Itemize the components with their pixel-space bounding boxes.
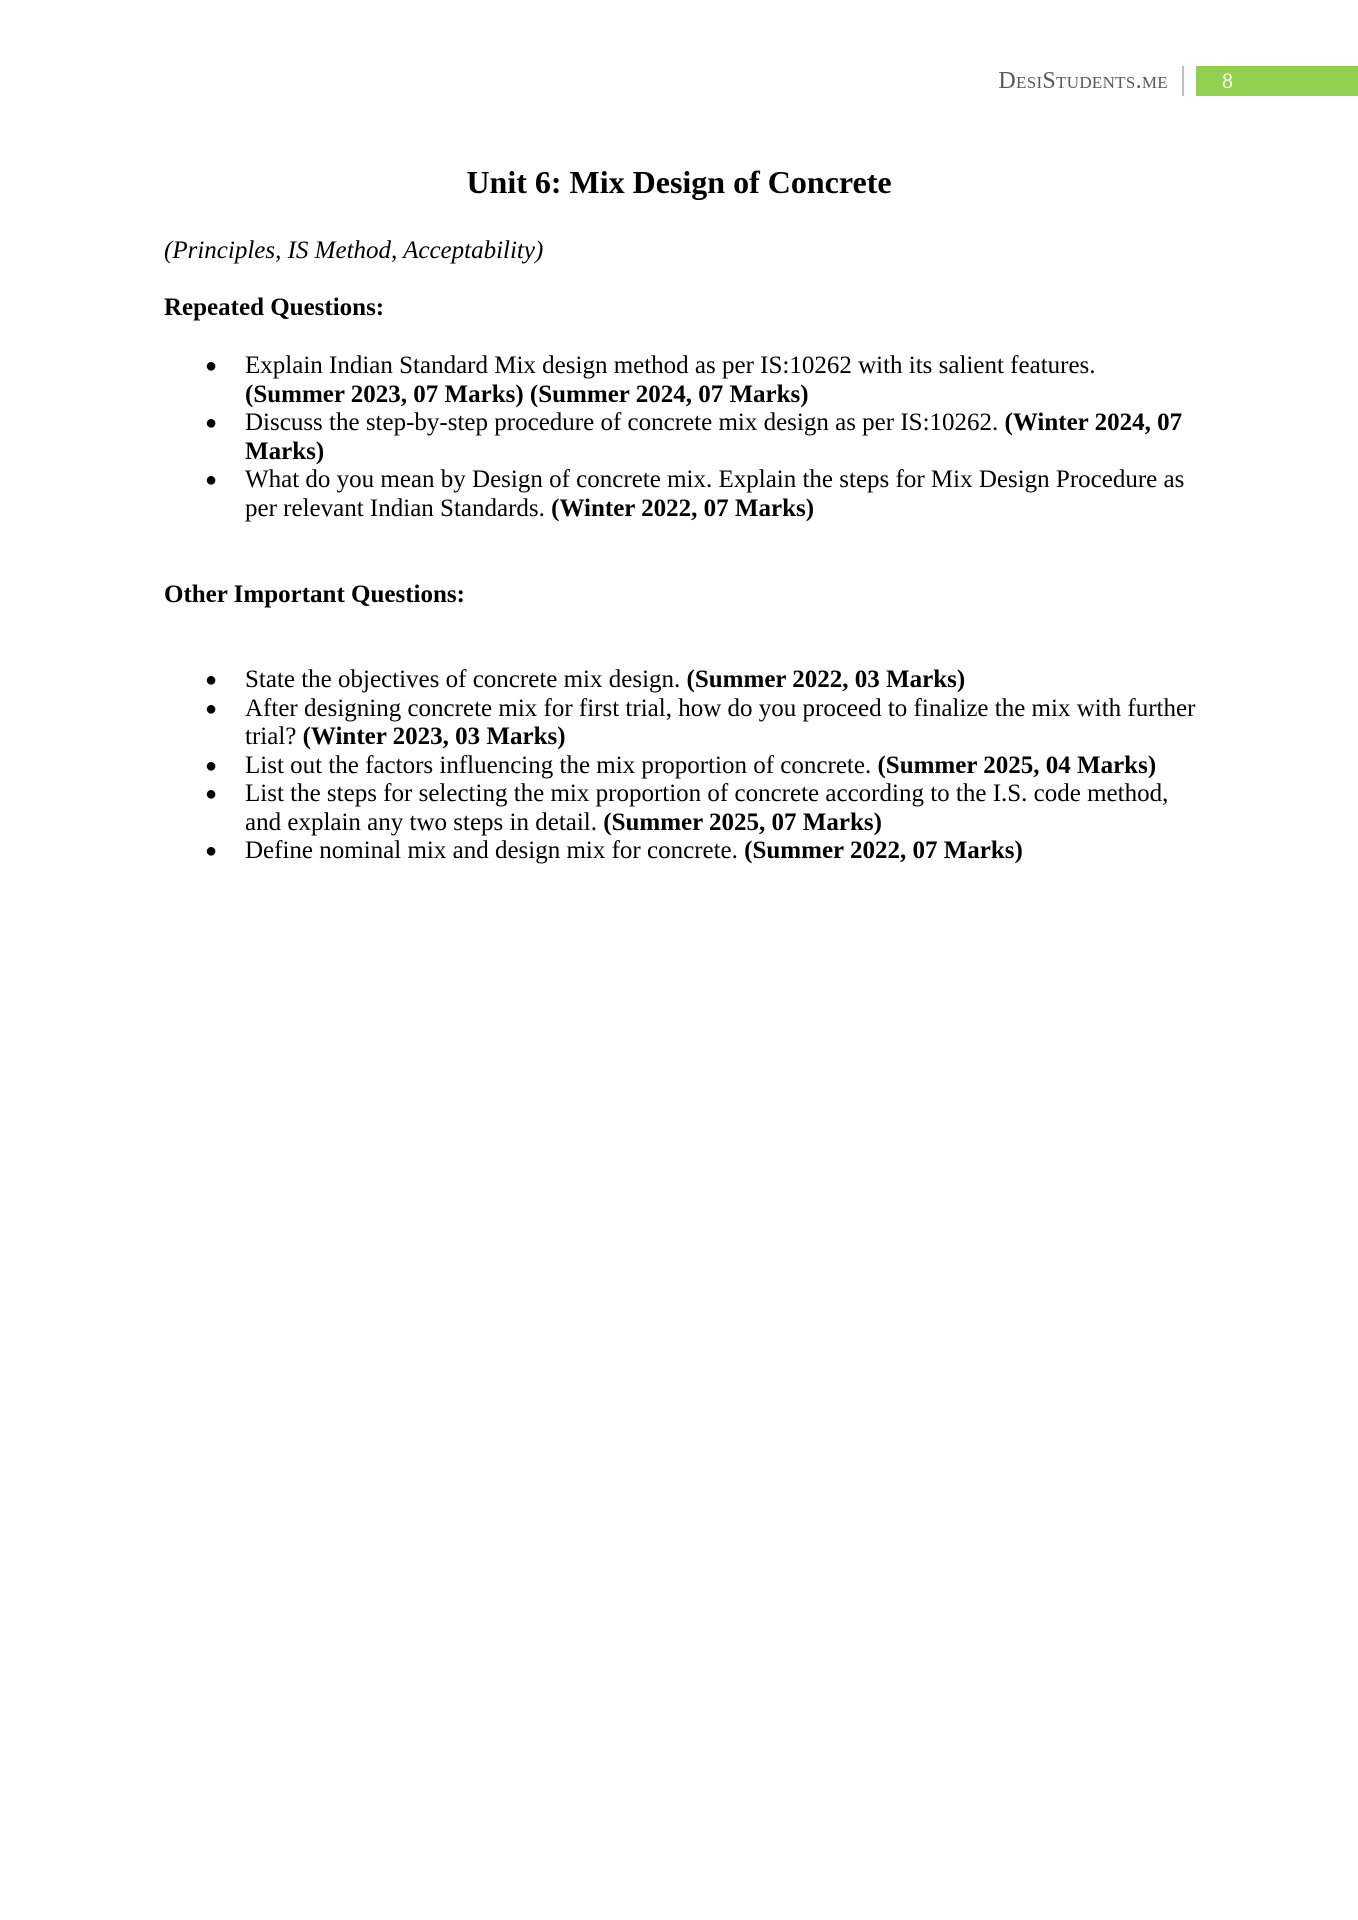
- bullet-icon: ●: [205, 669, 218, 691]
- other-questions-heading: Other Important Questions:: [164, 581, 465, 608]
- bullet-icon: ●: [205, 840, 218, 862]
- question-text: List out the factors influencing the mix proportion of concrete.: [245, 751, 878, 779]
- site-name: DesiStudents.me: [998, 66, 1184, 96]
- question-text: What do you mean by Design of concrete mix. Explain the steps for Mix Design Procedure as per relevant Indian Standards.: [245, 466, 1185, 522]
- question-text: State the objectives of concrete mix design.: [245, 666, 687, 693]
- question-text: Define nominal mix and design mix for concrete.: [245, 837, 745, 864]
- list-item: [164, 752, 1194, 781]
- question-text: List the steps for selecting the mix proportion of concrete according to the I.S. code method, and explain any two steps in detail.: [245, 780, 1169, 836]
- list-item: [164, 780, 1194, 837]
- question-marks: (Summer 2025, 07 Marks): [603, 808, 882, 836]
- question-marks: (Summer 2025, 04 Marks): [877, 751, 1157, 779]
- list-item: [164, 695, 1225, 752]
- question-marks: (Winter 2023, 03 Marks): [302, 723, 566, 750]
- list-item: [164, 666, 1194, 695]
- question-marks: (Winter 2022, 07 Marks): [551, 494, 815, 522]
- page-number: 8: [1196, 66, 1358, 96]
- list-item: [164, 352, 1125, 409]
- bullet-icon: ●: [205, 783, 218, 805]
- bullet-icon: ●: [205, 697, 218, 720]
- list-item: [164, 837, 1194, 866]
- unit-subtitle: (Principles, IS Method, Acceptability): [164, 237, 544, 264]
- other-questions-list: [164, 666, 1194, 866]
- bullet-icon: ●: [205, 469, 218, 491]
- question-marks: (Winter 2024, 07 Marks): [245, 409, 1183, 465]
- page-title: Unit 6: Mix Design of Concrete: [466, 164, 892, 200]
- list-item: [164, 466, 1194, 523]
- running-header: [998, 66, 1358, 96]
- repeated-questions-list: [164, 352, 1194, 523]
- question-marks: (Summer 2023, 07 Marks) (Summer 2024, 07 Marks): [245, 380, 809, 408]
- question-text: Explain Indian Standard Mix design method as per IS:10262 with its salient features.: [245, 352, 1096, 379]
- repeated-questions-heading: Repeated Questions:: [164, 294, 385, 321]
- question-text: Discuss the step-by-step procedure of concrete mix design as per IS:10262.: [245, 409, 1005, 436]
- question-text: After designing concrete mix for first trial, how do you proceed to finalize the mix with further trial?: [245, 694, 1196, 750]
- bullet-icon: ●: [205, 412, 218, 434]
- question-marks: (Summer 2022, 07 Marks): [744, 837, 1023, 864]
- bullet-icon: ●: [205, 355, 218, 377]
- question-marks: (Summer 2022, 03 Marks): [686, 666, 966, 693]
- bullet-icon: ●: [205, 754, 218, 777]
- list-item: [164, 409, 1194, 466]
